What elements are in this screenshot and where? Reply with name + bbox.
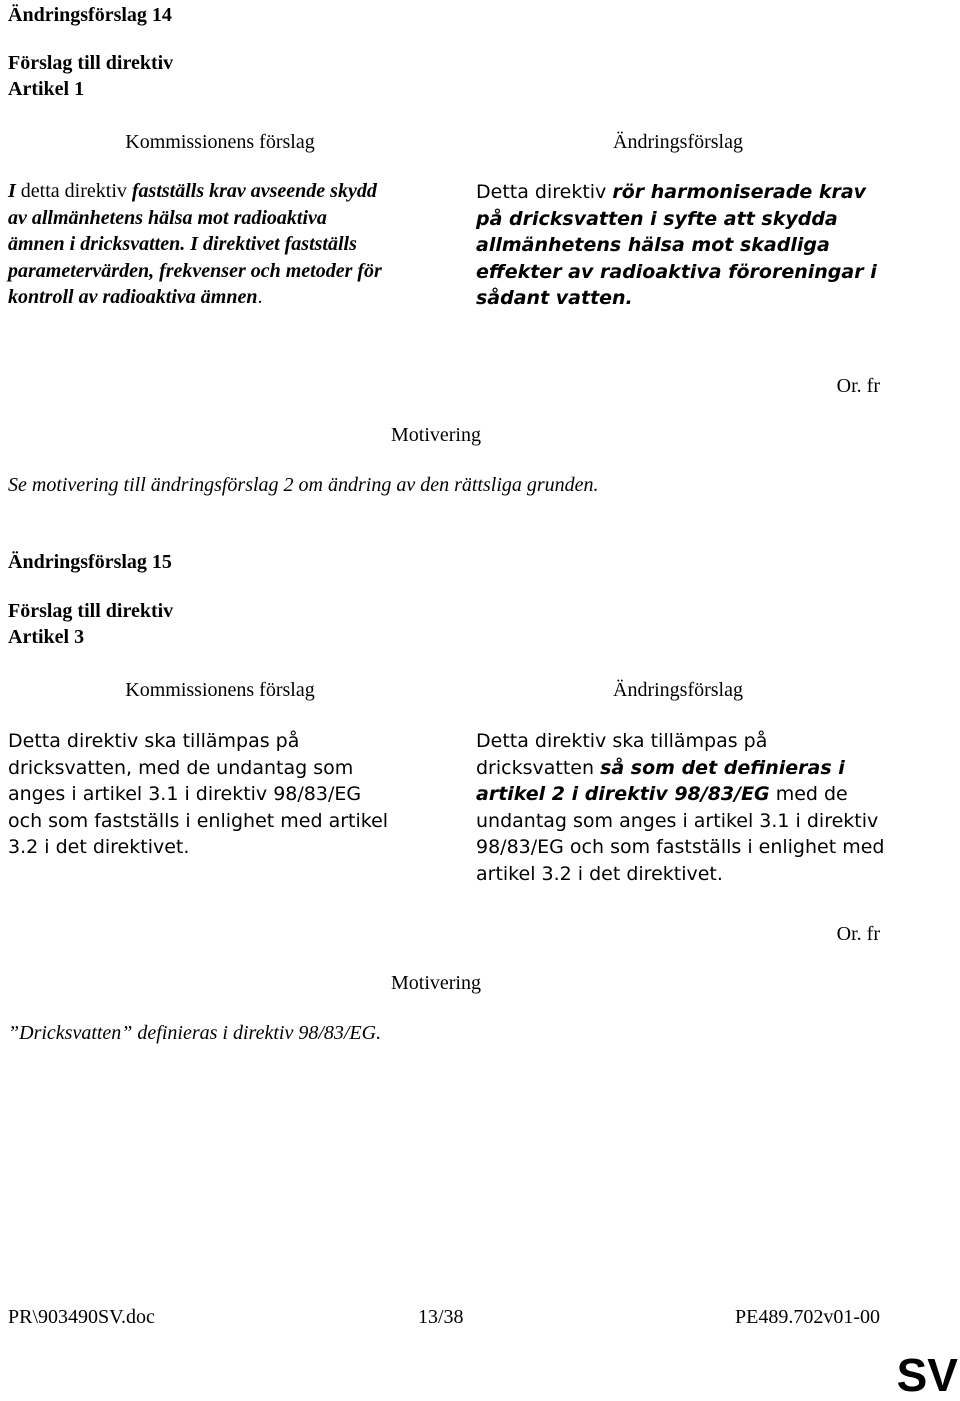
amendment-14-original-language: Or. fr bbox=[836, 375, 880, 397]
footer-pe-reference: PE489.702v01-00 bbox=[735, 1306, 880, 1328]
amendment-15-right-column-heading: Ändringsförslag bbox=[613, 679, 743, 701]
amendment-14-amendment-text bbox=[476, 179, 886, 312]
amendment-14-proposal-title: Förslag till direktiv bbox=[8, 52, 174, 74]
amendment-15-proposal-title: Förslag till direktiv bbox=[8, 600, 174, 622]
amendment-14-right-column-heading: Ändringsförslag bbox=[613, 131, 743, 153]
amendment-14-left-column-heading: Kommissionens förslag bbox=[125, 131, 315, 153]
text-fragment: rör harmoniserade krav på dricksvatten i syfte att skydda allmänhetens hälsa mot skadliga effekter av radioaktiva föroreningar i sådant vatten. bbox=[476, 181, 877, 309]
text-fragment: Detta direktiv bbox=[476, 181, 613, 203]
amendment-15-amendment-text bbox=[476, 728, 888, 887]
text-fragment: . bbox=[257, 286, 263, 308]
text-fragment: Detta direktiv ska tillämpas på dricksvatten bbox=[476, 730, 768, 779]
amendment-15-left-column-heading: Kommissionens förslag bbox=[125, 679, 315, 701]
amendment-15-original-language: Or. fr bbox=[836, 923, 880, 945]
amendment-15-article: Artikel 3 bbox=[8, 626, 85, 648]
amendment-15-justification-heading: Motivering bbox=[391, 972, 481, 994]
amendment-14-article: Artikel 1 bbox=[8, 78, 85, 100]
footer-document-reference: PR\903490SV.doc bbox=[8, 1306, 155, 1328]
text-fragment: så som det definieras i artikel 2 i direktiv 98/83/EG bbox=[476, 756, 845, 805]
footer-language-code: SV bbox=[896, 1349, 958, 1401]
footer-page-number: 13/38 bbox=[418, 1306, 464, 1328]
amendment-14-justification-heading: Motivering bbox=[391, 424, 481, 446]
text-fragment: I bbox=[8, 180, 16, 202]
amendment-15-heading: Ändringsförslag 15 bbox=[8, 551, 172, 573]
amendment-14-commission-text bbox=[8, 178, 383, 311]
amendment-14-justification-text: Se motivering till ändringsförslag 2 om ändring av den rättsliga grunden. bbox=[8, 474, 599, 496]
amendment-14-heading: Ändringsförslag 14 bbox=[8, 4, 172, 26]
text-fragment: fastställs krav avseende skydd av allmänhetens hälsa mot radioaktiva ämnen i dricksvatten. I direktivet fastställs parametervärden, frekvenser och metoder för kontroll av radioaktiva ämnen bbox=[8, 180, 382, 308]
text-fragment: med de undantag som anges i artikel 3.1 i direktiv 98/83/EG och som fastställs i enlighet med artikel 3.2 i det direktivet. bbox=[476, 783, 885, 885]
text-fragment: detta direktiv bbox=[15, 180, 132, 202]
amendment-15-justification-text: ”Dricksvatten” definieras i direktiv 98/83/EG. bbox=[8, 1022, 382, 1044]
amendment-15-commission-text: Detta direktiv ska tillämpas på dricksvatten, med de undantag som anges i artikel 3.1 i direktiv 98/83/EG och som fastställs i enlighet med artikel 3.2 i det direktivet. bbox=[8, 730, 389, 858]
